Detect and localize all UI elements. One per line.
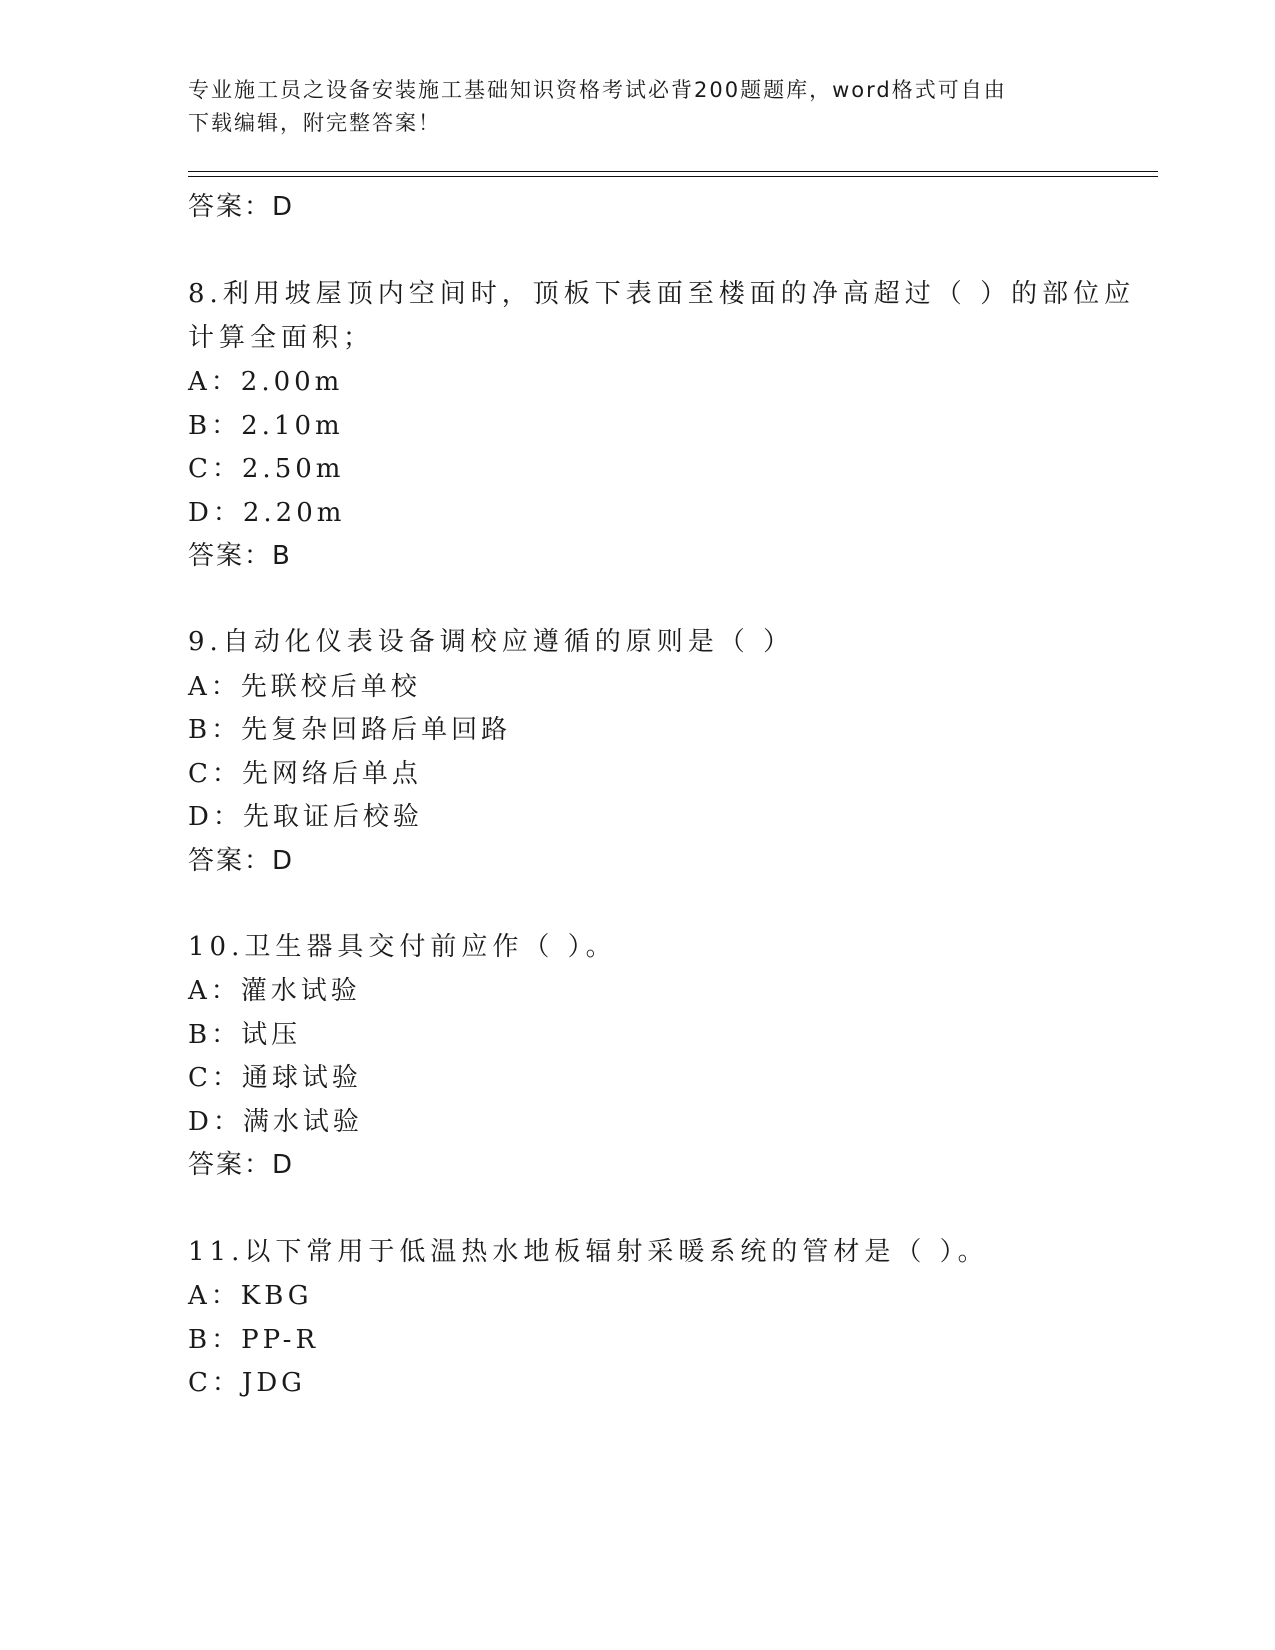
question-8-option-b: B：2.10m <box>188 411 344 441</box>
question-8-option-a: A：2.00m <box>188 367 344 397</box>
previous-answer: 答案：D <box>188 192 295 222</box>
question-9-option-c: C：先网络后单点 <box>188 759 422 789</box>
question-8-stem-line-1: 8.利用坡屋顶内空间时，顶板下表面至楼面的净高超过（ ）的部位应 <box>188 279 1136 309</box>
question-8-answer: 答案：B <box>188 541 292 571</box>
question-10-stem: 10.卫生器具交付前应作（ ）。 <box>188 932 617 962</box>
question-8-option-d: D：2.20m <box>188 498 346 528</box>
header-title-line-2: 下载编辑，附完整答案！ <box>188 111 441 135</box>
question-9-option-a: A：先联校后单校 <box>188 672 421 702</box>
question-11-option-b: B：PP-R <box>188 1325 320 1355</box>
question-10-option-d: D：满水试验 <box>188 1107 363 1137</box>
question-10-answer: 答案：D <box>188 1150 295 1180</box>
header-rule-top <box>188 171 1158 172</box>
question-9-option-d: D：先取证后校验 <box>188 802 423 832</box>
question-10-option-c: C：通球试验 <box>188 1063 362 1093</box>
question-11-option-a: A：KBG <box>188 1281 313 1311</box>
question-9-stem: 9.自动化仪表设备调校应遵循的原则是（ ） <box>188 627 795 657</box>
question-10-option-b: B：试压 <box>188 1020 302 1050</box>
question-11-stem: 11.以下常用于低温热水地板辐射采暖系统的管材是（ ）。 <box>188 1237 989 1267</box>
question-8-option-c: C：2.50m <box>188 454 345 484</box>
question-11-option-c: C：JDG <box>188 1368 306 1398</box>
question-9-option-b: B：先复杂回路后单回路 <box>188 715 512 745</box>
header-rule-bottom <box>188 176 1158 177</box>
header-title-line-1: 专业施工员之设备安装施工基础知识资格考试必背200题题库，word格式可自由 <box>188 78 1007 102</box>
question-10-option-a: A：灌水试验 <box>188 976 361 1006</box>
question-9-answer: 答案：D <box>188 846 295 876</box>
question-8-stem-line-2: 计算全面积； <box>188 323 375 353</box>
